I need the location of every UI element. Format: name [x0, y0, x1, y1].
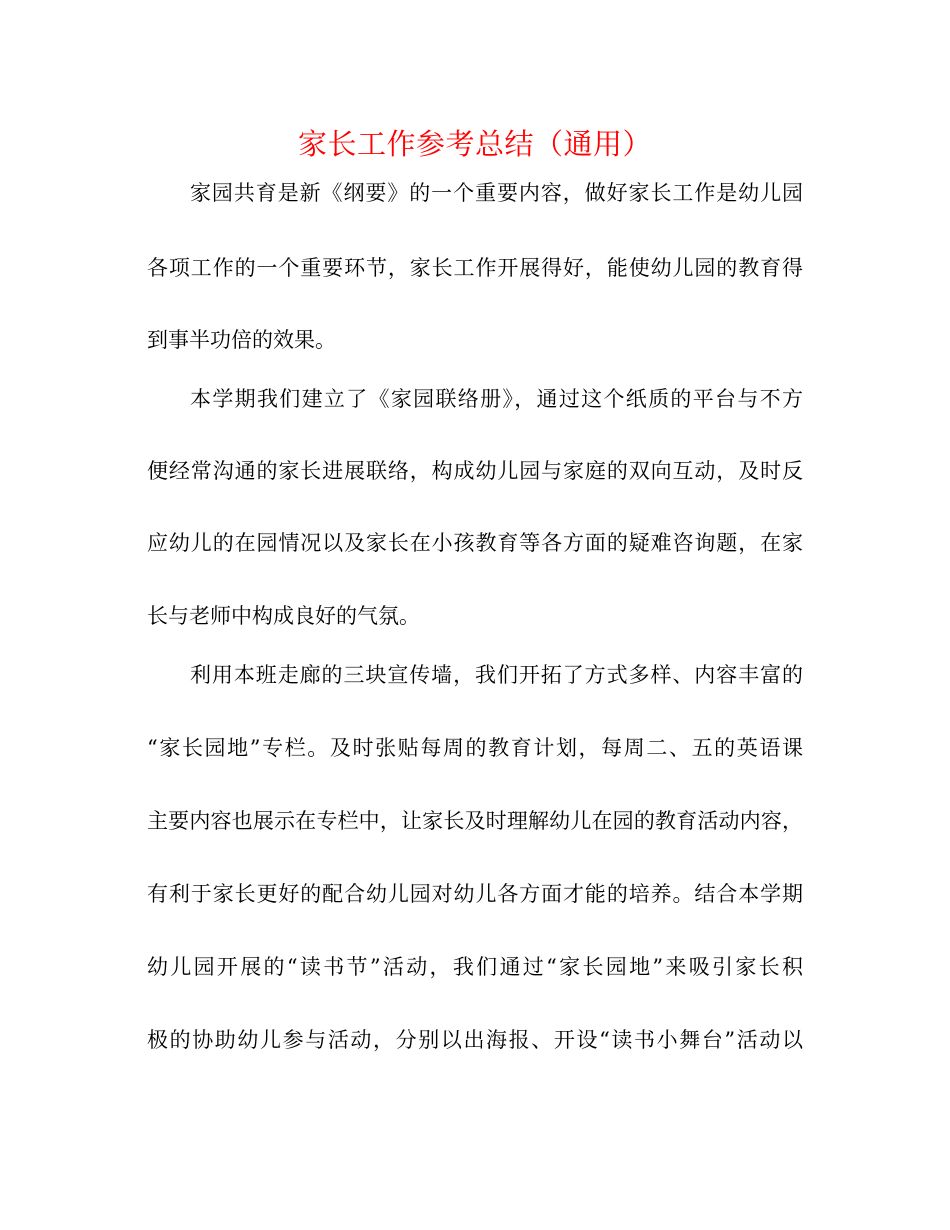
paragraph-1-line-3: 到事半功倍的效果。 — [147, 328, 336, 352]
document-title: 家长工作参考总结（通用） — [297, 127, 652, 161]
paragraph-3-line-6: 极的协助幼儿参与活动，分别以出海报、开设“读书小舞台”活动以 — [147, 1028, 803, 1052]
paragraph-3-line-2: “家长园地”专栏。及时张贴每周的教育计划，每周二、五的英语课 — [147, 736, 803, 760]
paragraph-3-line-1: 利用本班走廊的三块宣传墙，我们开拓了方式多样、内容丰富的 — [190, 663, 803, 687]
paragraph-2-line-2: 便经常沟通的家长进展联络，构成幼儿园与家庭的双向互动，及时反 — [147, 459, 803, 483]
paragraph-1-line-1: 家园共育是新《纲要》的一个重要内容，做好家长工作是幼儿园 — [190, 181, 803, 205]
paragraph-2-line-4: 长与老师中构成良好的气氛。 — [147, 604, 420, 628]
paragraph-3-line-5: 幼儿园开展的“读书节”活动，我们通过“家长园地”来吸引家长积 — [147, 955, 803, 979]
paragraph-1-line-2: 各项工作的一个重要环节，家长工作开展得好，能使幼儿园的教育得 — [147, 256, 803, 280]
paragraph-3-line-4: 有利于家长更好的配合幼儿园对幼儿各方面才能的培养。结合本学期 — [147, 882, 803, 906]
paragraph-3-line-3: 主要内容也展示在专栏中，让家长及时理解幼儿在园的教育活动内容， — [147, 809, 803, 833]
paragraph-2-line-3: 应幼儿的在园情况以及家长在小孩教育等各方面的疑难咨询题，在家 — [147, 531, 803, 555]
paragraph-2-line-1: 本学期我们建立了《家园联络册》，通过这个纸质的平台与不方 — [190, 387, 803, 411]
